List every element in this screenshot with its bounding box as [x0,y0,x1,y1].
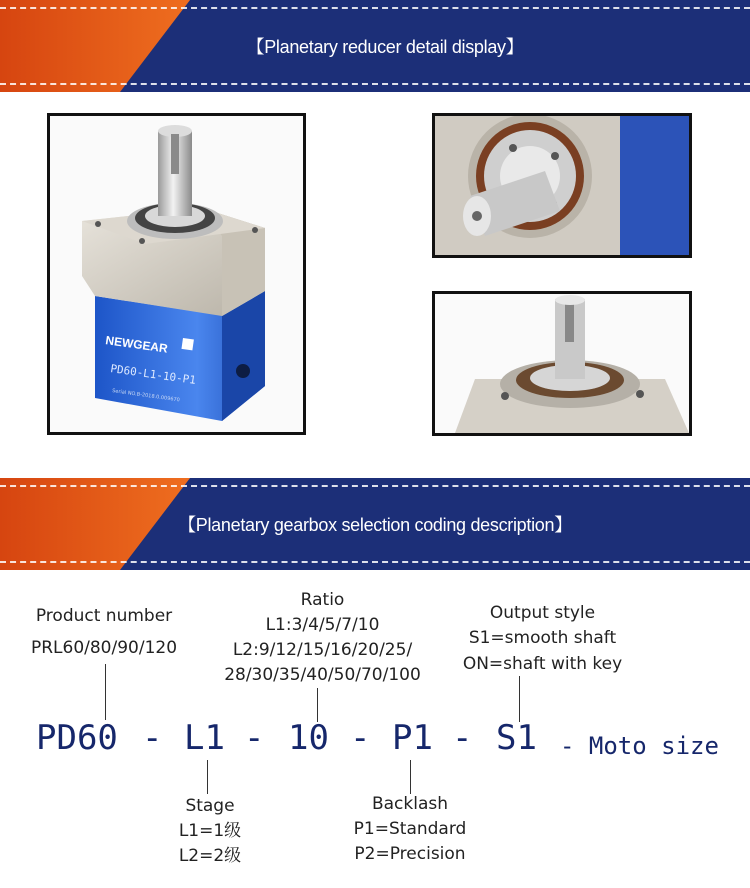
code-stage: L1 [184,718,225,758]
model-engraving: PD60-L1-10-P1 [109,362,197,387]
connector-stage [207,760,208,794]
stage-line-1: L1=1级 [178,821,242,841]
gearbox-closeup-illustration [435,116,689,255]
code-separator: - [244,718,265,758]
ratio-line-2: L2:9/12/15/16/20/25/ [232,640,413,660]
serial-engraving: Serial NO.B-2018.0.009670 [111,388,181,404]
connector-output-style [519,676,520,722]
coding-description-banner [0,478,750,570]
code-backlash: P1 [392,718,433,758]
backlash-title: Backlash [371,794,449,814]
backlash-line-2: P2=Precision [354,844,466,864]
banner-title: 【Planetary gearbox selection coding description】 [178,515,572,535]
gearbox-main-photo [47,113,306,435]
ratio-title: Ratio [300,590,345,610]
stage-line-2: L2=2级 [178,846,242,866]
code-model: PD60 [36,718,118,758]
code-separator: - [350,718,371,758]
detail-display-banner [0,0,750,92]
code-output: S1 [496,718,537,758]
code-separator: - [452,718,473,758]
banner-title: 【Planetary reducer detail display】 [246,37,524,57]
gearbox-closeup-photo-bottom [432,291,692,436]
ratio-line-1: L1:3/4/5/7/10 [265,615,380,635]
code-ratio: 10 [288,718,329,758]
connector-ratio [317,688,318,722]
gearbox-illustration [50,116,303,432]
output-style-line-2: ON=shaft with key [462,654,623,674]
gearbox-shaft-illustration [435,294,689,433]
ratio-line-3: 28/30/35/40/50/70/100 [224,665,421,685]
output-style-line-1: S1=smooth shaft [468,628,617,648]
gearbox-closeup-photo-top [432,113,692,258]
brand-logo-text: NEWGEAR [104,333,169,356]
backlash-line-1: P1=Standard [353,819,467,839]
code-moto-size: - Moto size [560,732,719,760]
product-number-values: PRL60/80/90/120 [30,638,178,658]
product-number-title: Product number [35,606,173,626]
stage-title: Stage [185,796,235,816]
connector-product-number [105,664,106,720]
output-style-title: Output style [489,603,596,623]
code-separator: - [142,718,163,758]
brand-logo-icon [181,338,193,350]
connector-backlash [410,760,411,794]
